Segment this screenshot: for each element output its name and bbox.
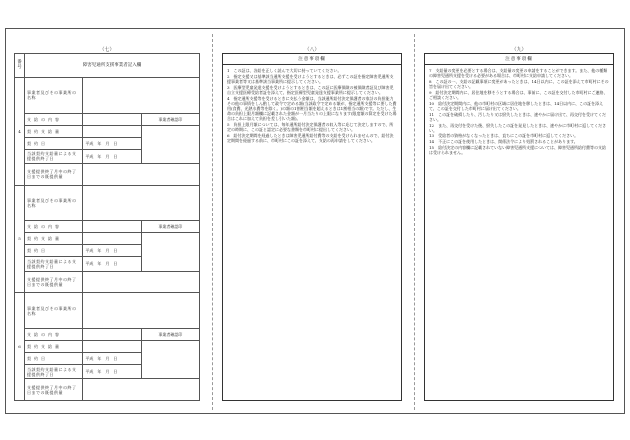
notes-body <box>425 65 613 159</box>
note-item: 14 不正にこの証を使用したときは、関係法令により処罰されることがあります。 <box>429 139 578 145</box>
confirm-seal-box[interactable] <box>141 341 199 379</box>
label-contract-amount: 契約支給量 <box>25 233 83 245</box>
fold-line <box>212 34 213 410</box>
notes-body <box>223 65 401 147</box>
note-item: 7 支給量の変更を必要とする場合は、支給量の変更の申請をすることができます。また、他の種類の障害児通所支援を受ける必要がある場合は、市町村に支給申請してください。 <box>429 68 608 79</box>
confirm-seal-label: 事業者確認印 <box>141 221 199 233</box>
note-item: 10 給付決定期間内に、他の市町村の区域に居住地を移したときは、14日以内に、この証を添えて、この証を交付した市町村に届け出てください。 <box>429 100 604 111</box>
contract-amount-value[interactable] <box>83 341 141 353</box>
row-number: 5 <box>15 185 25 293</box>
row-number: 6 <box>15 293 25 401</box>
table-header-number: 番号 <box>15 54 25 78</box>
label-contract-date: 契約日 <box>25 245 83 257</box>
row-number: 4 <box>15 77 25 185</box>
remaining-value[interactable] <box>83 379 200 401</box>
confirm-seal-label: 事業者確認印 <box>141 329 199 341</box>
contract-date-value[interactable]: 平成 年 月 日 <box>83 245 141 257</box>
contract-date-value[interactable]: 平成 年 月 日 <box>83 137 141 149</box>
label-terminated-amount: 当該契約支給量による支援提供終了日 <box>25 149 83 163</box>
section-title-nine: （九） <box>511 47 527 53</box>
label-provider-name: 事業者及びその事業所の名称 <box>25 293 83 329</box>
notes-title: 注意事項欄 <box>425 54 613 65</box>
note-item: 6 給付決定期間を経過したときは障害児通所給付費等の支給を受けられませんので、給付決定期間を経過する前に、市町村にこの証を添えて、支給の再申請をしてください。 <box>227 132 394 144</box>
label-provider-name: 事業者及びその事業所の名称 <box>25 77 83 113</box>
service-content-value[interactable] <box>83 329 141 341</box>
label-contract-amount: 契約支給量 <box>25 341 83 353</box>
note-item: 13 受給者の資格がなくなったときは、直ちにこの証を市町村に返してください。 <box>429 133 579 139</box>
note-item: 2 指定支援又は基準該当通所支援を受けようとするときは、必ずこの証を指定障害児通所支援事業者等又は基準該当事業所に提示してください。 <box>227 73 394 84</box>
label-remaining: 支援提供終了月中の終了日までの既提供量 <box>25 164 83 186</box>
label-contract-date: 契約日 <box>25 137 83 149</box>
remaining-value[interactable] <box>83 271 200 293</box>
notes-panel-middle <box>222 53 402 401</box>
note-item: 4 指定通所支援等を受けるときに支払う金額は、当該通所給付決定保護者の家計の負担能力その他の事情をしん酌して政令で定める額(当該政令で定める額が、指定通所支援等に要した費用(食費、光熱水費等を除く。)の額の1割相当額を超えるときは1割相当の額)です。ただし、生命の負担上限月額欄に記載された金額が一月当たりの上限になります(限度額の算定を受けた場合はこれに加えて負担を差し引いた額)。 <box>227 95 397 122</box>
label-remaining: 支援提供終了月中の終了日までの既提供量 <box>25 379 83 401</box>
note-item: 3 医療型児童発達支援を受けようとするときは、この証に医療保険の被保険者証及び障害児自立支援医療受給者証を添えて、指定医療型児童発達支援事業所に提示してください。 <box>227 84 394 95</box>
label-terminated-amount: 当該契約支給量による支援提供終了日 <box>25 364 83 378</box>
confirm-seal-box[interactable] <box>141 125 199 163</box>
contract-date-value[interactable]: 平成 年 月 日 <box>83 352 141 364</box>
section-title-eight: （八） <box>304 47 320 53</box>
label-service-content: 支給の内容 <box>25 329 83 341</box>
label-service-content: 支給の内容 <box>25 221 83 233</box>
terminated-date-value[interactable]: 平成 年 月 日 <box>83 257 141 271</box>
provider-entry-table <box>14 53 200 401</box>
note-item: 12 また、再交付を受けた後、紛失したこの証を発見したときは、速やかに市町村に返してください。 <box>429 122 607 133</box>
service-content-value[interactable] <box>83 113 141 125</box>
confirm-seal-label: 事業者確認印 <box>141 113 199 125</box>
contract-amount-value[interactable] <box>83 125 141 137</box>
note-item: 11 この証を破損したり、汚したり又は紛失したときは、速やかに届け出て、再交付を受けてください。 <box>429 111 607 122</box>
terminated-date-value[interactable]: 平成 年 月 日 <box>83 364 141 378</box>
label-provider-name: 事業者及びその事業所の名称 <box>25 185 83 221</box>
provider-name-value[interactable] <box>83 185 200 221</box>
label-contract-amount: 契約支給量 <box>25 125 83 137</box>
notes-panel-right <box>424 53 614 401</box>
note-item: 9 給付決定期間内に、居住地を移そうとする場合は、事前に、この証を交付した市町村にご連絡、ご相談ください。 <box>429 89 608 101</box>
service-content-value[interactable] <box>83 221 141 233</box>
label-remaining: 支援提供終了月中の終了日までの既提供量 <box>25 271 83 293</box>
note-item: 8 この証の一、支給の記載事項に変更があったときは、14日以内に、この証を添えて市町村にその旨を届け出てください。 <box>429 78 609 90</box>
confirm-seal-box[interactable] <box>141 233 199 271</box>
remaining-value[interactable] <box>83 164 200 186</box>
provider-name-value[interactable] <box>83 77 200 113</box>
label-contract-date: 契約日 <box>25 352 83 364</box>
section-title-seven: （七） <box>99 47 115 53</box>
terminated-date-value[interactable]: 平成 年 月 日 <box>83 149 141 163</box>
note-item: 5 負担上限月額については、毎年通所給付決定保護者の収入等に応じて決定しますので、所定の時期に、この証と認定に必要な書類を市町村に提出してください。 <box>227 122 394 133</box>
table-header-title: 障害児通所支援事業者記入欄 <box>25 54 200 78</box>
note-item: 1 この証は、各給を正しく読んで大切に持っていてください。 <box>227 68 342 73</box>
label-terminated-amount: 当該契約支給量による支援提供終了日 <box>25 257 83 271</box>
label-service-content: 支給の内容 <box>25 113 83 125</box>
fold-line <box>414 34 415 410</box>
contract-amount-value[interactable] <box>83 233 141 245</box>
notes-title: 注意事項欄 <box>223 54 401 65</box>
note-item: 15 給付決定の内容欄に記載されていない障害児通所支援については、障害児通所給付費等の支給は受けられません。 <box>429 144 607 156</box>
provider-name-value[interactable] <box>83 293 200 329</box>
